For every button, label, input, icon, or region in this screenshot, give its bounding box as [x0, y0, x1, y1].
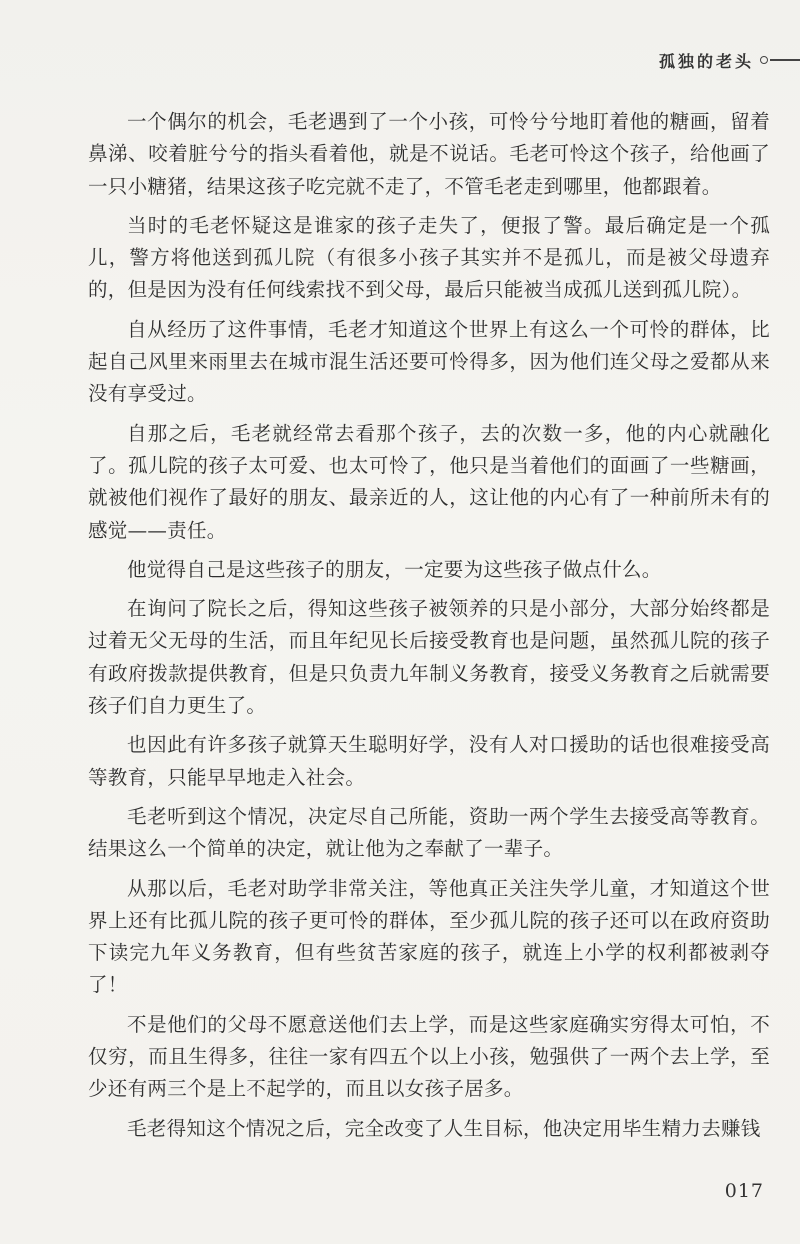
paragraph-7: 也因此有许多孩子就算天生聪明好学，没有人对口援助的话也很难接受高等教育，只能早早地走入社会。	[88, 733, 770, 789]
ornament-circle-icon	[760, 56, 768, 64]
paragraph-5: 他觉得自己是这些孩子的朋友，一定要为这些孩子做点什么。	[127, 557, 662, 581]
paragraph-3: 自从经历了这件事情，毛老才知道这个世界上有这么一个可怜的群体，比起自己风里来雨里去在城市混生活还要可怜得多，因为他们连父母之爱都从来没有享受过。	[88, 317, 770, 406]
paragraph-11: 毛老得知这个情况之后，完全改变了人生目标，他决定用毕生精力去赚钱	[127, 1116, 761, 1140]
paragraph-8: 毛老听到这个情况，决定尽自己所能，资助一两个学生去接受高等教育。结果这么一个简单的决定，就让他为之奉献了一辈子。	[88, 804, 770, 861]
paragraph-9: 从那以后，毛老对助学非常关注，等他真正关注失学儿童，才知道这个世界上还有比孤儿院的孩子更可怜的群体，至少孤儿院的孩子还可以在政府资助下读完九年义务教育，但有些贫苦家庭的孩子，就连上小学的权利都被剥夺了！	[88, 876, 770, 997]
chapter-title: 孤独的老头	[658, 51, 754, 71]
ornament-line-icon	[770, 59, 800, 61]
running-header	[659, 48, 800, 72]
header-ornament-icon	[760, 56, 800, 64]
paragraph-4: 自那之后，毛老就经常去看那个孩子，去的次数一多，他的内心就融化了。孤儿院的孩子太可爱、也太可怜了，他只是当着他们的面画了一些糖画，就被他们视作了最好的朋友、最亲近的人，这让他的内心有了一种前所未有的感觉——责任。	[88, 421, 770, 542]
paragraph-1: 一个偶尔的机会，毛老遇到了一个小孩，可怜兮兮地盯着他的糖画，留着鼻涕、咬着脏兮兮的指头看着他，就是不说话。毛老可怜这个孩子，给他画了一只小糖猪，结果这孩子吃完就不走了，不管毛老走到哪里，他都跟着。	[88, 110, 770, 198]
paragraph-2: 当时的毛老怀疑这是谁家的孩子走失了，便报了警。最后确定是一个孤儿，警方将他送到孤儿院（有很多小孩子其实并不是孤儿，而是被父母遗弃的，但是因为没有任何线索找不到父母，最后只能被当成孤儿送到孤儿院）。	[88, 213, 770, 302]
paragraph-6: 在询问了院长之后，得知这些孩子被领养的只是小部分，大部分始终都是过着无父无母的生活，而且年纪见长后接受教育也是问题，虽然孤儿院的孩子有政府拨款提供教育，但是只负责九年制义务教育，接受义务教育之后就需要孩子们自力更生了。	[88, 597, 770, 718]
body-text	[88, 106, 770, 1152]
paragraph-10: 不是他们的父母不愿意送他们去上学，而是这些家庭确实穷得太可怕，不仅穷，而且生得多，往往一家有四五个以上小孩，勉强供了一两个去上学，至少还有两三个是上不起学的，而且以女孩子居多。	[88, 1012, 770, 1101]
page-number: 017	[724, 1180, 764, 1202]
